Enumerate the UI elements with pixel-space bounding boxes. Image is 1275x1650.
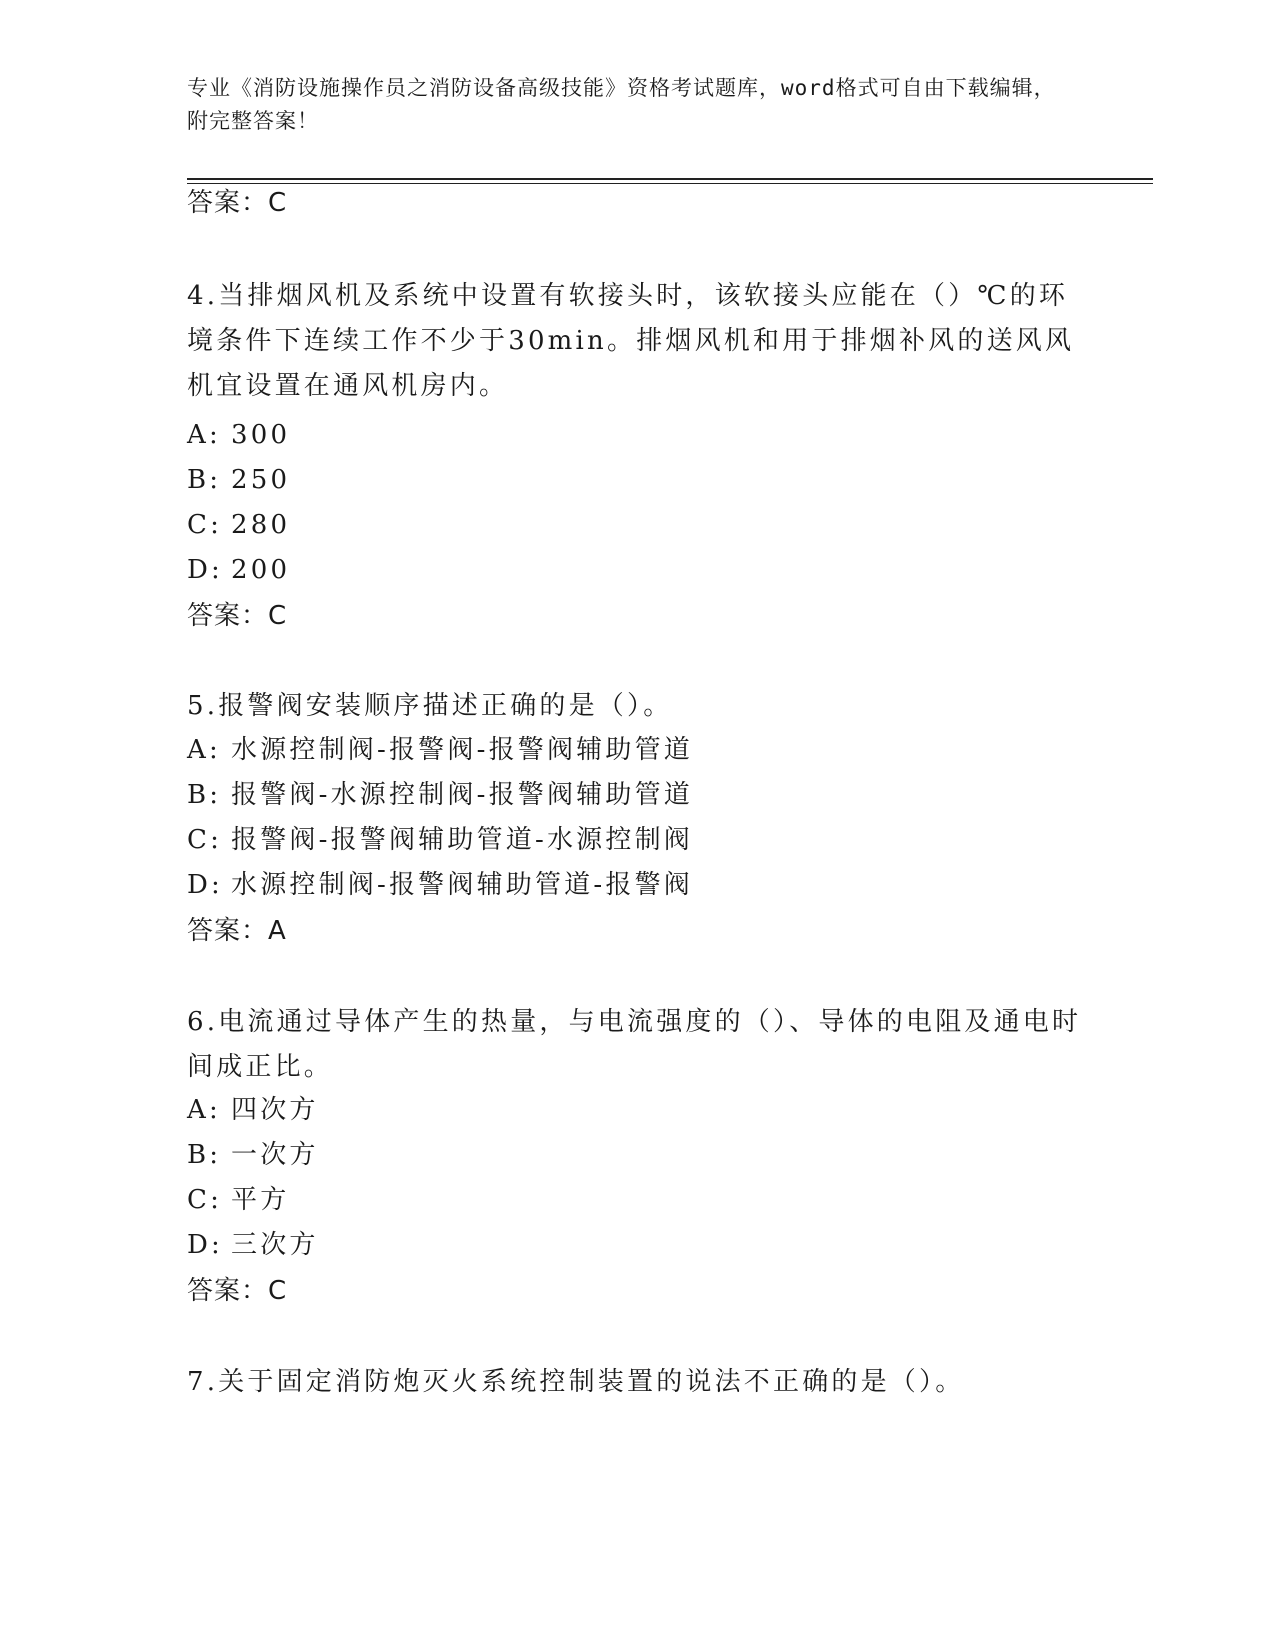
header-rule-thin bbox=[187, 183, 1153, 184]
question-4-text: 4.当排烟风机及系统中设置有软接头时，该软接头应能在（）℃的环境条件下连续工作不少于30min。排烟风机和用于排烟补风的送风风机宜设置在通风机房内。 bbox=[187, 281, 1075, 401]
option-text: 平方 bbox=[231, 1185, 290, 1215]
option-text: 水源控制阀-报警阀辅助管道-报警阀 bbox=[231, 870, 693, 900]
option-letter: D: bbox=[187, 1230, 224, 1260]
option-letter: D: bbox=[187, 870, 224, 900]
option-letter: A: bbox=[187, 1095, 221, 1125]
question-6-option-c bbox=[187, 1183, 289, 1217]
option-text: 报警阀-报警阀辅助管道-水源控制阀 bbox=[231, 825, 693, 855]
header-rule-thick bbox=[187, 178, 1153, 180]
option-text: 四次方 bbox=[231, 1095, 319, 1125]
option-letter: C: bbox=[187, 510, 223, 540]
question-6-text: 6.电流通过导体产生的热量，与电流强度的（）、导体的电阻及通电时间成正比。 bbox=[187, 1007, 1082, 1082]
question-4-option-a bbox=[187, 418, 290, 452]
page-header: 专业《消防设施操作员之消防设备高级技能》资格考试题库，word格式可自由下载编辑，附完整答案！ bbox=[187, 76, 1056, 133]
option-letter: D: bbox=[187, 555, 224, 585]
option-text: 280 bbox=[231, 510, 291, 540]
question-6-option-b bbox=[187, 1138, 319, 1172]
question-5-option-c bbox=[187, 823, 693, 857]
option-letter: C: bbox=[187, 1185, 223, 1215]
option-letter: B: bbox=[187, 1140, 222, 1170]
question-5-text: 5.报警阀安装顺序描述正确的是（）。 bbox=[187, 691, 673, 721]
option-text: 250 bbox=[231, 465, 291, 495]
option-text: 水源控制阀-报警阀-报警阀辅助管道 bbox=[231, 735, 693, 765]
option-letter: B: bbox=[187, 780, 222, 810]
option-letter: A: bbox=[187, 420, 221, 450]
question-5-answer: 答案：A bbox=[187, 916, 287, 946]
option-letter: A: bbox=[187, 735, 221, 765]
question-6-answer: 答案：C bbox=[187, 1276, 288, 1306]
option-text: 300 bbox=[231, 420, 291, 450]
question-5-option-b bbox=[187, 778, 693, 812]
previous-answer: 答案：C bbox=[187, 188, 288, 218]
option-letter: B: bbox=[187, 465, 222, 495]
option-text: 报警阀-水源控制阀-报警阀辅助管道 bbox=[231, 780, 693, 810]
question-4-answer: 答案：C bbox=[187, 601, 288, 631]
question-5-option-a bbox=[187, 733, 693, 767]
question-6-option-d bbox=[187, 1228, 319, 1262]
question-4-option-c bbox=[187, 508, 290, 542]
option-text: 一次方 bbox=[231, 1140, 319, 1170]
question-5-option-d bbox=[187, 868, 693, 902]
question-4-option-d bbox=[187, 553, 290, 587]
option-text: 200 bbox=[231, 555, 291, 585]
option-text: 三次方 bbox=[231, 1230, 319, 1260]
option-letter: C: bbox=[187, 825, 223, 855]
question-6-option-a bbox=[187, 1093, 319, 1127]
question-4-option-b bbox=[187, 463, 290, 497]
question-7-text: 7.关于固定消防炮灭火系统控制装置的说法不正确的是（）。 bbox=[187, 1367, 965, 1397]
